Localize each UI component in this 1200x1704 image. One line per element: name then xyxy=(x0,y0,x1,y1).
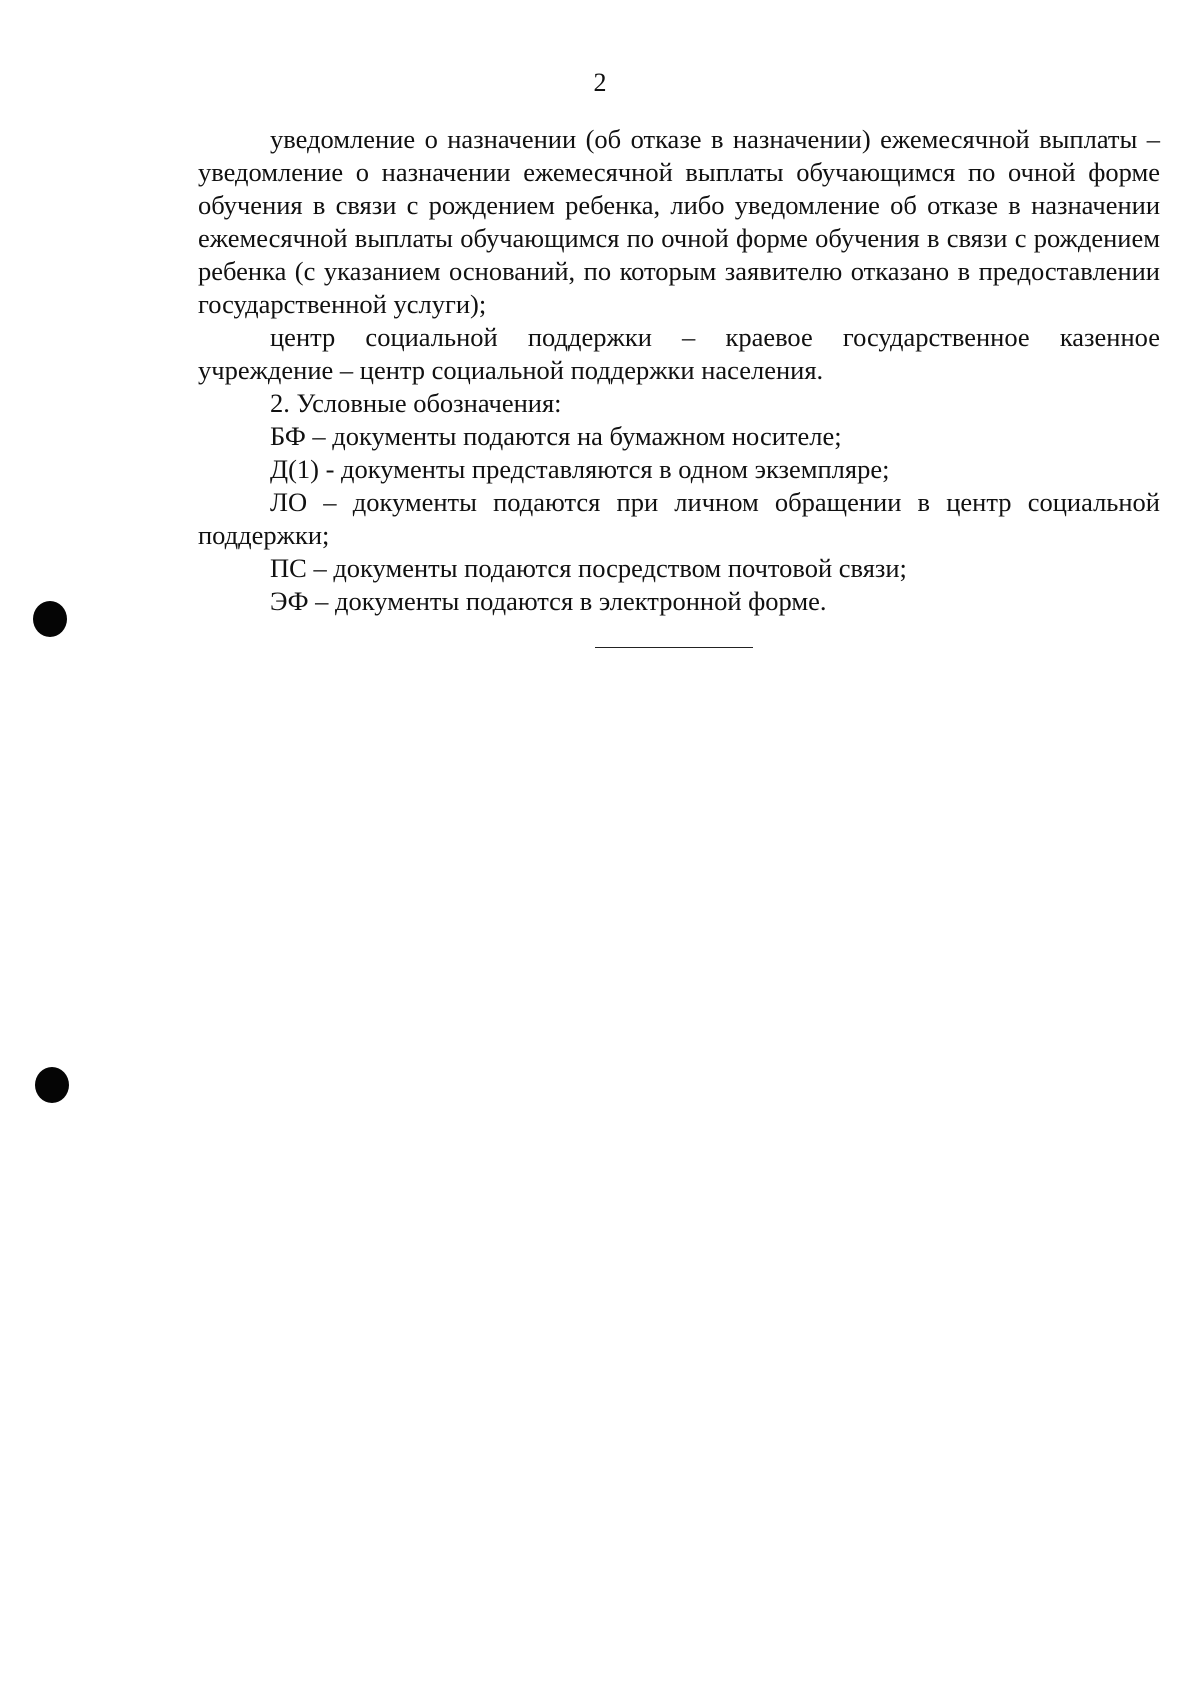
document-body xyxy=(198,123,1160,618)
paragraph-legend-bf: БФ – документы подаются на бумажном носителе; xyxy=(270,421,842,451)
paragraph-legend-ef: ЭФ – документы подаются в электронной форме. xyxy=(270,586,827,616)
paragraph-support-center-definition: центр социальной поддержки – краевое государственное казенное учреждение – центр социальной поддержки населения. xyxy=(198,322,1160,385)
paragraph-legend-ps: ПС – документы подаются посредством почтовой связи; xyxy=(270,553,907,583)
punch-hole-top xyxy=(33,601,67,637)
paragraph-notification-definition: уведомление о назначении (об отказе в назначении) ежемесячной выплаты – уведомление о назначении ежемесячной выплаты обучающимся по очной форме обучения в связи с рождением ребенка, либо уведомление об отказе в назначении ежемесячной выплаты обучающимся по очной форме обучения в связи с рождением ребенка (с указанием оснований, по которым заявителю отказано в предоставлении государственной услуги); xyxy=(198,124,1160,319)
paragraph-legend-d1: Д(1) - документы представляются в одном экземпляре; xyxy=(270,454,890,484)
closing-divider-line xyxy=(595,647,753,648)
paragraph-legend-heading: 2. Условные обозначения: xyxy=(270,388,562,418)
paragraph-legend-lo: ЛО – документы подаются при личном обращении в центр социальной поддержки; xyxy=(198,487,1160,550)
page-number: 2 xyxy=(593,68,607,97)
punch-hole-bottom xyxy=(35,1067,69,1103)
